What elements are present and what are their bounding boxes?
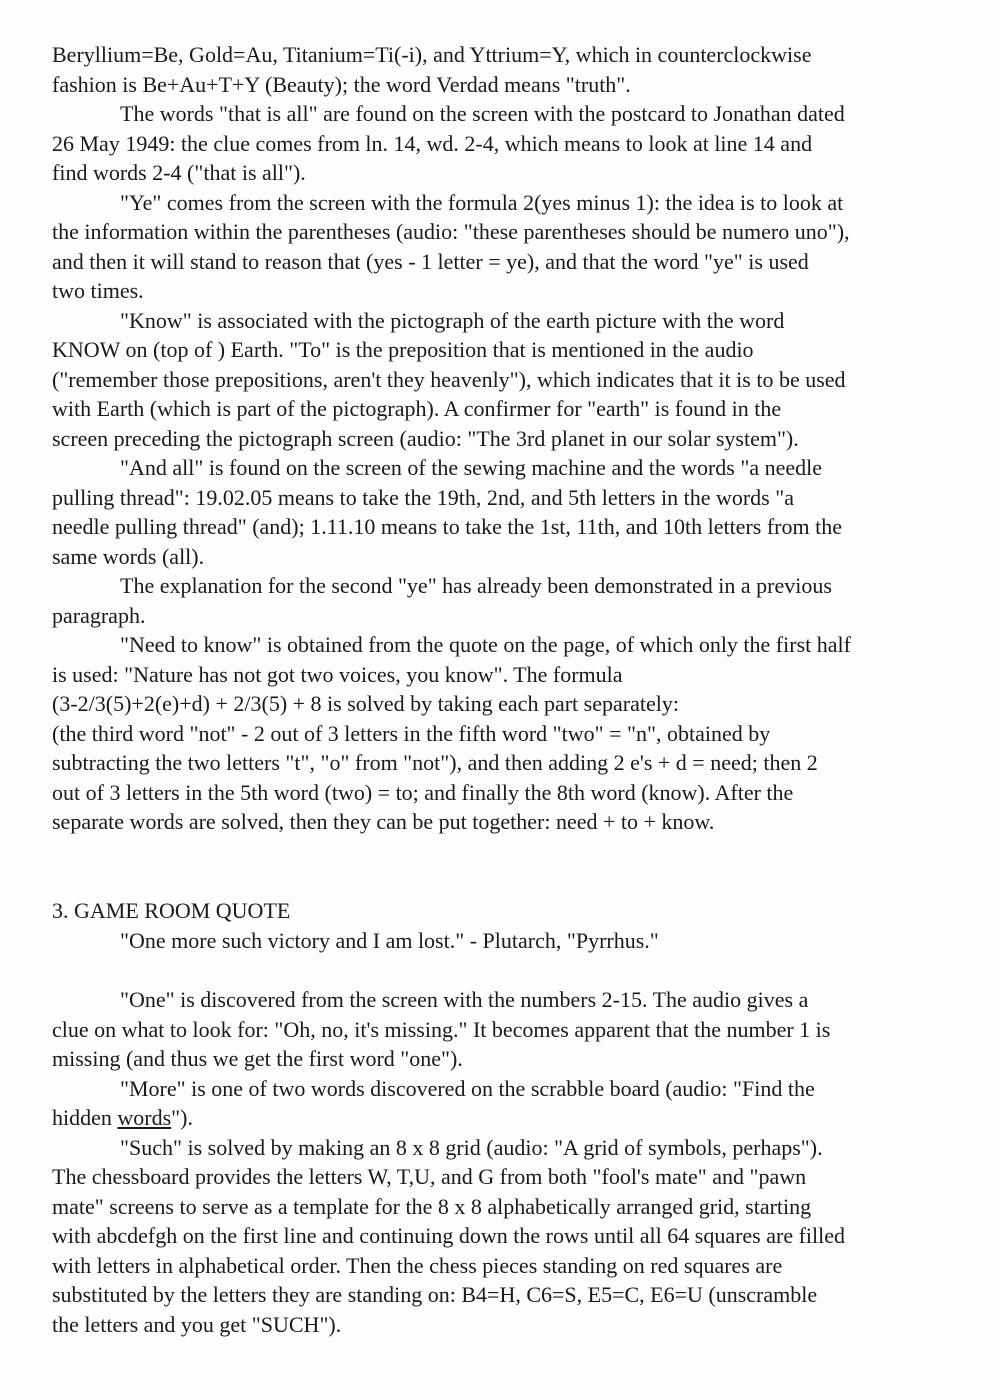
text-line: "Ye" comes from the screen with the formula 2(yes minus 1): the idea is to look at [120,189,844,215]
section-spacer [52,837,952,896]
text-line: "One" is discovered from the screen with the numbers 2-15. The audio gives a [120,987,809,1012]
text-line: The explanation for the second "ye" has already been demonstrated in a previous [120,573,832,598]
paragraph-one [52,985,952,1074]
paragraph-ye [52,188,952,306]
paragraph-such [52,1133,952,1340]
paragraph-that-is-all [52,99,952,188]
text-line: the information within the parentheses (audio: "these parentheses should be numero uno"), [52,219,850,244]
text-line: mate" screens to serve as a template for the 8 x 8 alphabetically arranged grid, starting [52,1193,812,1219]
text-line: The words "that is all" are found on the screen with the postcard to Jonathan dated [120,101,845,126]
text-line: "And all" is found on the screen of the sewing machine and the words "a needle [120,455,823,480]
text-line: missing (and thus we get the first word "one"). [52,1046,463,1071]
text-line: substituted by the letters they are standing on: B4=H, C6=S, E5=C, E6=U (unscramble [52,1282,818,1307]
text-line: out of 3 letters in the 5th word (two) = to; and finally the 8th word (know). After the [52,779,794,805]
text-line: separate words are solved, then they can be put together: need + to + know. [52,809,715,834]
text-line: screen preceding the pictograph screen (audio: "The 3rd planet in our solar system"). [52,425,799,451]
text-span: hidden [52,1105,118,1130]
underlined-word: words [117,1105,172,1130]
section-heading: 3. GAME ROOM QUOTE [52,897,291,923]
text-line: "More" is one of two words discovered on the scrabble board (audio: "Find the [120,1075,815,1101]
text-line: ("remember those prepositions, aren't they heavenly"), which indicates that it is to be used [52,366,846,392]
text-line: same words (all). [52,543,205,569]
text-line: two times. [52,278,144,303]
text-line: "Know" is associated with the pictograph of the earth picture with the word [120,307,785,333]
paragraph-more [52,1074,952,1133]
text-line: pulling thread": 19.02.05 means to take the 19th, 2nd, and 5th letters in the words "a [52,484,794,510]
text-line: with Earth (which is part of the pictograph). A confirmer for "earth" is found in the [52,396,782,421]
text-line: with abcdefgh on the first line and continuing down the rows until all 64 squares are filled [52,1223,846,1248]
text-line: Beryllium=Be, Gold=Au, Titanium=Ti(-i), and Yttrium=Y, which in counterclockwise [52,42,812,67]
text-line: "Need to know" is obtained from the quote on the page, of which only the first half [120,632,851,657]
text-line: the letters and you get "SUCH"). [52,1311,342,1337]
paragraph-spacer [52,955,952,985]
text-line: subtracting the two letters "t", "o" from "not"), and then adding 2 e's + d = need; then 2 [52,750,818,775]
text-line: The chessboard provides the letters W, T,U, and G from both "fool's mate" and "pawn [52,1164,807,1189]
text-line: 26 May 1949: the clue comes from ln. 14, wd. 2-4, which means to look at line 14 and [52,130,813,156]
text-line: is used: "Nature has not got two voices, you know". The formula [52,661,623,687]
text-line: with letters in alphabetical order. Then the chess pieces standing on red squares are [52,1252,783,1278]
text-line: KNOW on (top of ) Earth. "To" is the preposition that is mentioned in the audio [52,337,754,362]
text-span: "). [171,1105,193,1130]
text-line: find words 2-4 ("that is all"). [52,160,306,185]
text-line: paragraph. [52,602,146,628]
section-game-room-quote [52,896,952,956]
paragraph-beauty [52,40,952,99]
text-line [52,1103,952,1133]
paragraph-second-ye [52,571,952,630]
text-line: and then it will stand to reason that (yes - 1 letter = ye), and that the word "ye" is used [52,248,809,274]
text-line: needle pulling thread" (and); 1.11.10 means to take the 1st, 11th, and 10th letters from the [52,514,842,539]
text-line: fashion is Be+Au+T+Y (Beauty); the word Verdad means "truth". [52,71,631,97]
paragraph-need-to-know [52,630,952,837]
text-line: (the third word "not" - 2 out of 3 letters in the fifth word "two" = "n", obtained by [52,720,771,746]
paragraph-know [52,306,952,454]
text-line: (3-2/3(5)+2(e)+d) + 2/3(5) + 8 is solved by taking each part separately: [52,691,679,716]
text-line: "Such" is solved by making an 8 x 8 grid (audio: "A grid of symbols, perhaps"). [120,1134,823,1160]
section-quote: "One more such victory and I am lost." - Plutarch, "Pyrrhus." [120,927,659,953]
document-page [52,40,952,1339]
paragraph-and-all [52,453,952,571]
text-line: clue on what to look for: "Oh, no, it's missing." It becomes apparent that the number 1 is [52,1016,831,1042]
